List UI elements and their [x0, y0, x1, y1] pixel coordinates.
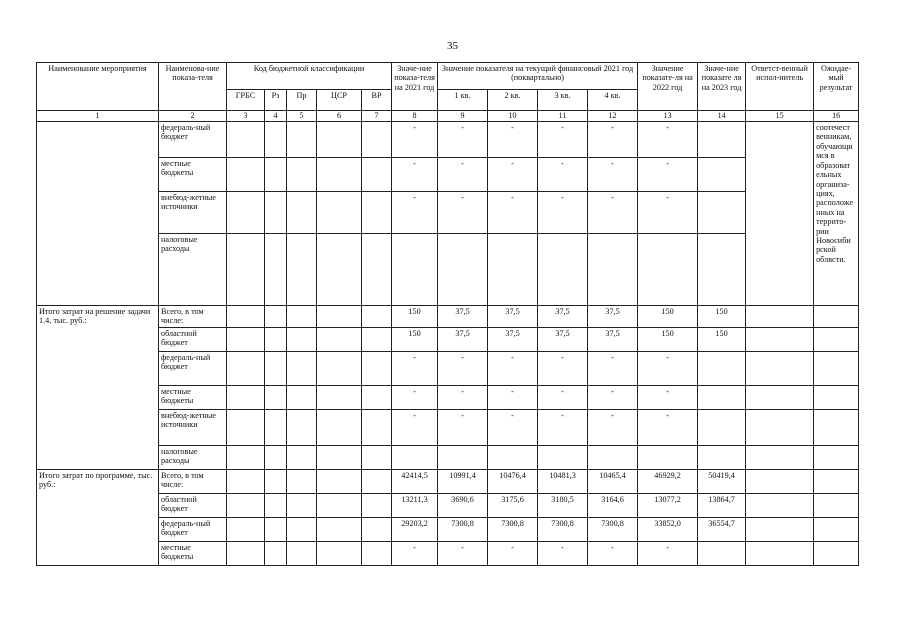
budget-code-cell — [362, 234, 392, 306]
value-cell — [698, 386, 746, 410]
value-cell — [638, 446, 698, 470]
column-number: 10 — [488, 111, 538, 122]
value-cell: - — [588, 122, 638, 158]
budget-code-cell — [265, 446, 287, 470]
value-cell — [488, 234, 538, 306]
value-cell — [438, 234, 488, 306]
column-number: 3 — [227, 111, 265, 122]
budget-code-cell — [227, 542, 265, 566]
value-cell: 7300,8 — [438, 518, 488, 542]
value-cell: 3164,6 — [588, 494, 638, 518]
budget-code-cell — [317, 352, 362, 386]
value-cell: - — [638, 352, 698, 386]
value-cell: 37,5 — [588, 328, 638, 352]
indicator-name: налоговые расходы — [159, 234, 227, 306]
value-cell: 10465,4 — [588, 470, 638, 494]
value-cell: 37,5 — [538, 328, 588, 352]
budget-code-cell — [227, 352, 265, 386]
budget-code-cell — [227, 122, 265, 158]
budget-code-cell — [265, 158, 287, 192]
column-number: 2 — [159, 111, 227, 122]
row-group-title — [37, 122, 159, 306]
header-value-2021: Значе-ние показа-теля на 2021 год — [392, 63, 438, 111]
budget-code-cell — [287, 386, 317, 410]
budget-code-cell — [227, 158, 265, 192]
budget-code-cell — [227, 328, 265, 352]
indicator-name: федераль-ный бюджет — [159, 122, 227, 158]
value-cell: 37,5 — [488, 306, 538, 328]
value-cell: - — [438, 122, 488, 158]
value-cell — [392, 446, 438, 470]
budget-code-cell — [227, 306, 265, 328]
budget-code-cell — [287, 328, 317, 352]
value-cell — [538, 234, 588, 306]
budget-code-cell — [317, 158, 362, 192]
value-cell: - — [638, 410, 698, 446]
budget-code-cell — [287, 446, 317, 470]
value-cell: - — [588, 542, 638, 566]
expected-result-cell: соотечест венникам, обучающи мся в образоват ельных организа-циях, расположе нных на террито-рии Новосиби рской облвсти. — [814, 122, 859, 306]
header-value-2022: Значение показате-ля на 2022 год — [638, 63, 698, 111]
indicator-name: Всего, в том числе: — [159, 470, 227, 494]
table-row — [37, 494, 859, 518]
budget-code-cell — [362, 518, 392, 542]
budget-code-cell — [287, 410, 317, 446]
budget-code-cell — [265, 410, 287, 446]
page-number: 35 — [447, 40, 458, 52]
budget-code-cell — [227, 494, 265, 518]
value-cell: 13864,7 — [698, 494, 746, 518]
budget-code-cell — [265, 306, 287, 328]
budget-code-cell — [265, 542, 287, 566]
budget-code-cell — [287, 158, 317, 192]
value-cell: - — [538, 352, 588, 386]
row-group-title: Итого затрат на решение задачи 1.4, тыс. руб.: — [37, 306, 159, 470]
header-q1: 1 кв. — [438, 90, 488, 111]
budget-code-cell — [317, 122, 362, 158]
header-current-year: Значение показателя на текущий финансовый 2021 год (поквартально) — [438, 63, 638, 90]
budget-code-cell — [265, 518, 287, 542]
expected-result-cell — [814, 542, 859, 566]
value-cell — [698, 410, 746, 446]
value-cell: 150 — [638, 306, 698, 328]
value-cell: 37,5 — [538, 306, 588, 328]
value-cell: - — [438, 542, 488, 566]
header-q4: 4 кв. — [588, 90, 638, 111]
column-number: 8 — [392, 111, 438, 122]
value-cell: - — [588, 386, 638, 410]
budget-code-cell — [362, 542, 392, 566]
header-indicator-name: Наименова-ние показа-теля — [159, 63, 227, 111]
column-number-row — [37, 111, 859, 122]
responsible-cell — [746, 518, 814, 542]
column-number: 9 — [438, 111, 488, 122]
budget-code-cell — [362, 306, 392, 328]
budget-code-cell — [362, 122, 392, 158]
value-cell: - — [588, 410, 638, 446]
budget-code-cell — [287, 470, 317, 494]
budget-code-cell — [265, 494, 287, 518]
value-cell — [698, 192, 746, 234]
responsible-cell — [746, 470, 814, 494]
value-cell: 150 — [392, 306, 438, 328]
indicator-name: областной бюджет — [159, 328, 227, 352]
value-cell: - — [638, 158, 698, 192]
expected-result-cell — [814, 352, 859, 386]
budget-code-cell — [317, 446, 362, 470]
budget-code-cell — [287, 234, 317, 306]
budget-code-cell — [265, 386, 287, 410]
value-cell: 10481,3 — [538, 470, 588, 494]
value-cell: - — [392, 158, 438, 192]
value-cell — [588, 446, 638, 470]
value-cell: 10991,4 — [438, 470, 488, 494]
column-number: 11 — [538, 111, 588, 122]
value-cell — [698, 158, 746, 192]
value-cell: - — [392, 542, 438, 566]
value-cell: - — [638, 386, 698, 410]
value-cell: 37,5 — [438, 306, 488, 328]
value-cell: 29203,2 — [392, 518, 438, 542]
budget-code-cell — [317, 234, 362, 306]
value-cell: - — [538, 410, 588, 446]
table-row — [37, 410, 859, 446]
header-grbs: ГРБС — [227, 90, 265, 111]
value-cell: - — [538, 386, 588, 410]
header-event-name: Наименование мероприятия — [37, 63, 159, 111]
value-cell: 150 — [638, 328, 698, 352]
value-cell: - — [538, 192, 588, 234]
column-number: 14 — [698, 111, 746, 122]
value-cell: 10476,4 — [488, 470, 538, 494]
budget-code-cell — [362, 470, 392, 494]
value-cell — [698, 446, 746, 470]
header-value-2023: Значе-ние показате ля на 2023 год — [698, 63, 746, 111]
indicator-name: местные бюджеты — [159, 542, 227, 566]
expected-result-cell — [814, 328, 859, 352]
value-cell — [588, 234, 638, 306]
value-cell: 42414,5 — [392, 470, 438, 494]
value-cell: - — [488, 410, 538, 446]
value-cell: 150 — [392, 328, 438, 352]
value-cell — [488, 446, 538, 470]
value-cell: 3180,5 — [538, 494, 588, 518]
indicator-name: федераль-ный бюджет — [159, 518, 227, 542]
value-cell: - — [488, 122, 538, 158]
responsible-cell — [746, 386, 814, 410]
value-cell: - — [588, 192, 638, 234]
value-cell: - — [588, 158, 638, 192]
responsible-cell — [746, 446, 814, 470]
budget-code-cell — [287, 306, 317, 328]
header-q3: 3 кв. — [538, 90, 588, 111]
value-cell: - — [638, 192, 698, 234]
value-cell: - — [392, 192, 438, 234]
budget-code-cell — [287, 192, 317, 234]
column-number: 7 — [362, 111, 392, 122]
budget-code-cell — [265, 470, 287, 494]
value-cell — [698, 542, 746, 566]
table-row — [37, 518, 859, 542]
value-cell: - — [538, 158, 588, 192]
value-cell: - — [488, 542, 538, 566]
header-csr: ЦСР — [317, 90, 362, 111]
budget-code-cell — [287, 494, 317, 518]
budget-code-cell — [362, 410, 392, 446]
responsible-cell — [746, 352, 814, 386]
value-cell: 7300,8 — [538, 518, 588, 542]
header-q2: 2 кв. — [488, 90, 538, 111]
budget-code-cell — [317, 192, 362, 234]
budget-table — [36, 62, 859, 566]
header-expected-result: Ожидае-мый результат — [814, 63, 859, 111]
indicator-name: налоговые расходы — [159, 446, 227, 470]
value-cell: 150 — [698, 328, 746, 352]
budget-code-cell — [287, 518, 317, 542]
expected-result-cell — [814, 494, 859, 518]
value-cell: 37,5 — [438, 328, 488, 352]
budget-code-cell — [265, 122, 287, 158]
value-cell: 36554,7 — [698, 518, 746, 542]
responsible-cell — [746, 122, 814, 306]
value-cell: 33852,0 — [638, 518, 698, 542]
header-vr: ВР — [362, 90, 392, 111]
table-row — [37, 306, 859, 328]
budget-code-cell — [317, 494, 362, 518]
column-number: 1 — [37, 111, 159, 122]
responsible-cell — [746, 410, 814, 446]
budget-code-cell — [227, 192, 265, 234]
column-number: 4 — [265, 111, 287, 122]
budget-code-cell — [317, 410, 362, 446]
table-row — [37, 352, 859, 386]
expected-result-cell — [814, 306, 859, 328]
responsible-cell — [746, 542, 814, 566]
budget-code-cell — [265, 192, 287, 234]
value-cell: 13077,2 — [638, 494, 698, 518]
column-number: 6 — [317, 111, 362, 122]
value-cell: - — [438, 352, 488, 386]
budget-code-cell — [317, 386, 362, 410]
header-responsible: Ответст-венный испол-нитель — [746, 63, 814, 111]
value-cell: 13211,3 — [392, 494, 438, 518]
budget-code-cell — [265, 234, 287, 306]
indicator-name: областной бюджет — [159, 494, 227, 518]
expected-result-cell — [814, 386, 859, 410]
budget-code-cell — [362, 446, 392, 470]
value-cell: - — [438, 386, 488, 410]
budget-code-cell — [362, 328, 392, 352]
budget-code-cell — [287, 352, 317, 386]
value-cell: 50419,4 — [698, 470, 746, 494]
value-cell: - — [392, 122, 438, 158]
budget-code-cell — [227, 446, 265, 470]
value-cell: - — [392, 386, 438, 410]
value-cell: - — [538, 542, 588, 566]
column-number: 12 — [588, 111, 638, 122]
budget-code-cell — [265, 328, 287, 352]
budget-code-cell — [317, 328, 362, 352]
budget-code-cell — [227, 386, 265, 410]
indicator-name: внебюд-жетные источники — [159, 410, 227, 446]
budget-code-cell — [287, 542, 317, 566]
value-cell: - — [488, 158, 538, 192]
value-cell: - — [488, 192, 538, 234]
table-row — [37, 122, 859, 158]
header-pr: Пр — [287, 90, 317, 111]
value-cell: - — [538, 122, 588, 158]
table-body — [37, 122, 859, 566]
budget-code-cell — [317, 306, 362, 328]
table-row — [37, 192, 859, 234]
value-cell: 37,5 — [588, 306, 638, 328]
responsible-cell — [746, 494, 814, 518]
value-cell: 7300,8 — [588, 518, 638, 542]
value-cell: - — [488, 386, 538, 410]
value-cell: 46929,2 — [638, 470, 698, 494]
budget-code-cell — [287, 122, 317, 158]
header-budget-code: Код бюджетной классификации — [227, 63, 392, 90]
budget-code-cell — [317, 470, 362, 494]
value-cell: - — [438, 158, 488, 192]
budget-code-cell — [362, 192, 392, 234]
expected-result-cell — [814, 446, 859, 470]
expected-result-cell — [814, 470, 859, 494]
responsible-cell — [746, 306, 814, 328]
value-cell: 3175,6 — [488, 494, 538, 518]
table-row — [37, 470, 859, 494]
expected-result-cell — [814, 410, 859, 446]
table-row — [37, 386, 859, 410]
budget-code-cell — [362, 352, 392, 386]
value-cell: 7300,8 — [488, 518, 538, 542]
table-row — [37, 328, 859, 352]
responsible-cell — [746, 328, 814, 352]
value-cell: - — [392, 410, 438, 446]
value-cell: 150 — [698, 306, 746, 328]
value-cell — [392, 234, 438, 306]
value-cell — [698, 122, 746, 158]
indicator-name: внебюд-жетные источники — [159, 192, 227, 234]
budget-code-cell — [362, 494, 392, 518]
value-cell — [638, 234, 698, 306]
value-cell: - — [638, 122, 698, 158]
table-row — [37, 542, 859, 566]
column-number: 16 — [814, 111, 859, 122]
budget-code-cell — [265, 352, 287, 386]
value-cell: - — [488, 352, 538, 386]
indicator-name: местные бюджеты — [159, 386, 227, 410]
expected-result-cell — [814, 518, 859, 542]
budget-code-cell — [227, 470, 265, 494]
table-row — [37, 234, 859, 306]
row-group-title: Итого затрат по программе, тыс. руб.: — [37, 470, 159, 566]
value-cell: 3690,6 — [438, 494, 488, 518]
header-rz: Рз — [265, 90, 287, 111]
value-cell — [698, 352, 746, 386]
value-cell — [698, 234, 746, 306]
budget-code-cell — [362, 386, 392, 410]
value-cell: 37,5 — [488, 328, 538, 352]
budget-code-cell — [227, 518, 265, 542]
value-cell: - — [392, 352, 438, 386]
table-row — [37, 446, 859, 470]
value-cell: - — [638, 542, 698, 566]
indicator-name: местные бюджеты — [159, 158, 227, 192]
table-row — [37, 158, 859, 192]
budget-code-cell — [227, 410, 265, 446]
budget-code-cell — [317, 518, 362, 542]
column-number: 13 — [638, 111, 698, 122]
budget-code-cell — [362, 158, 392, 192]
value-cell: - — [438, 192, 488, 234]
column-number: 15 — [746, 111, 814, 122]
indicator-name: Всего, в том числе: — [159, 306, 227, 328]
value-cell — [438, 446, 488, 470]
value-cell — [538, 446, 588, 470]
indicator-name: федераль-ный бюджет — [159, 352, 227, 386]
column-number: 5 — [287, 111, 317, 122]
value-cell: - — [588, 352, 638, 386]
value-cell: - — [438, 410, 488, 446]
budget-code-cell — [227, 234, 265, 306]
budget-code-cell — [317, 542, 362, 566]
